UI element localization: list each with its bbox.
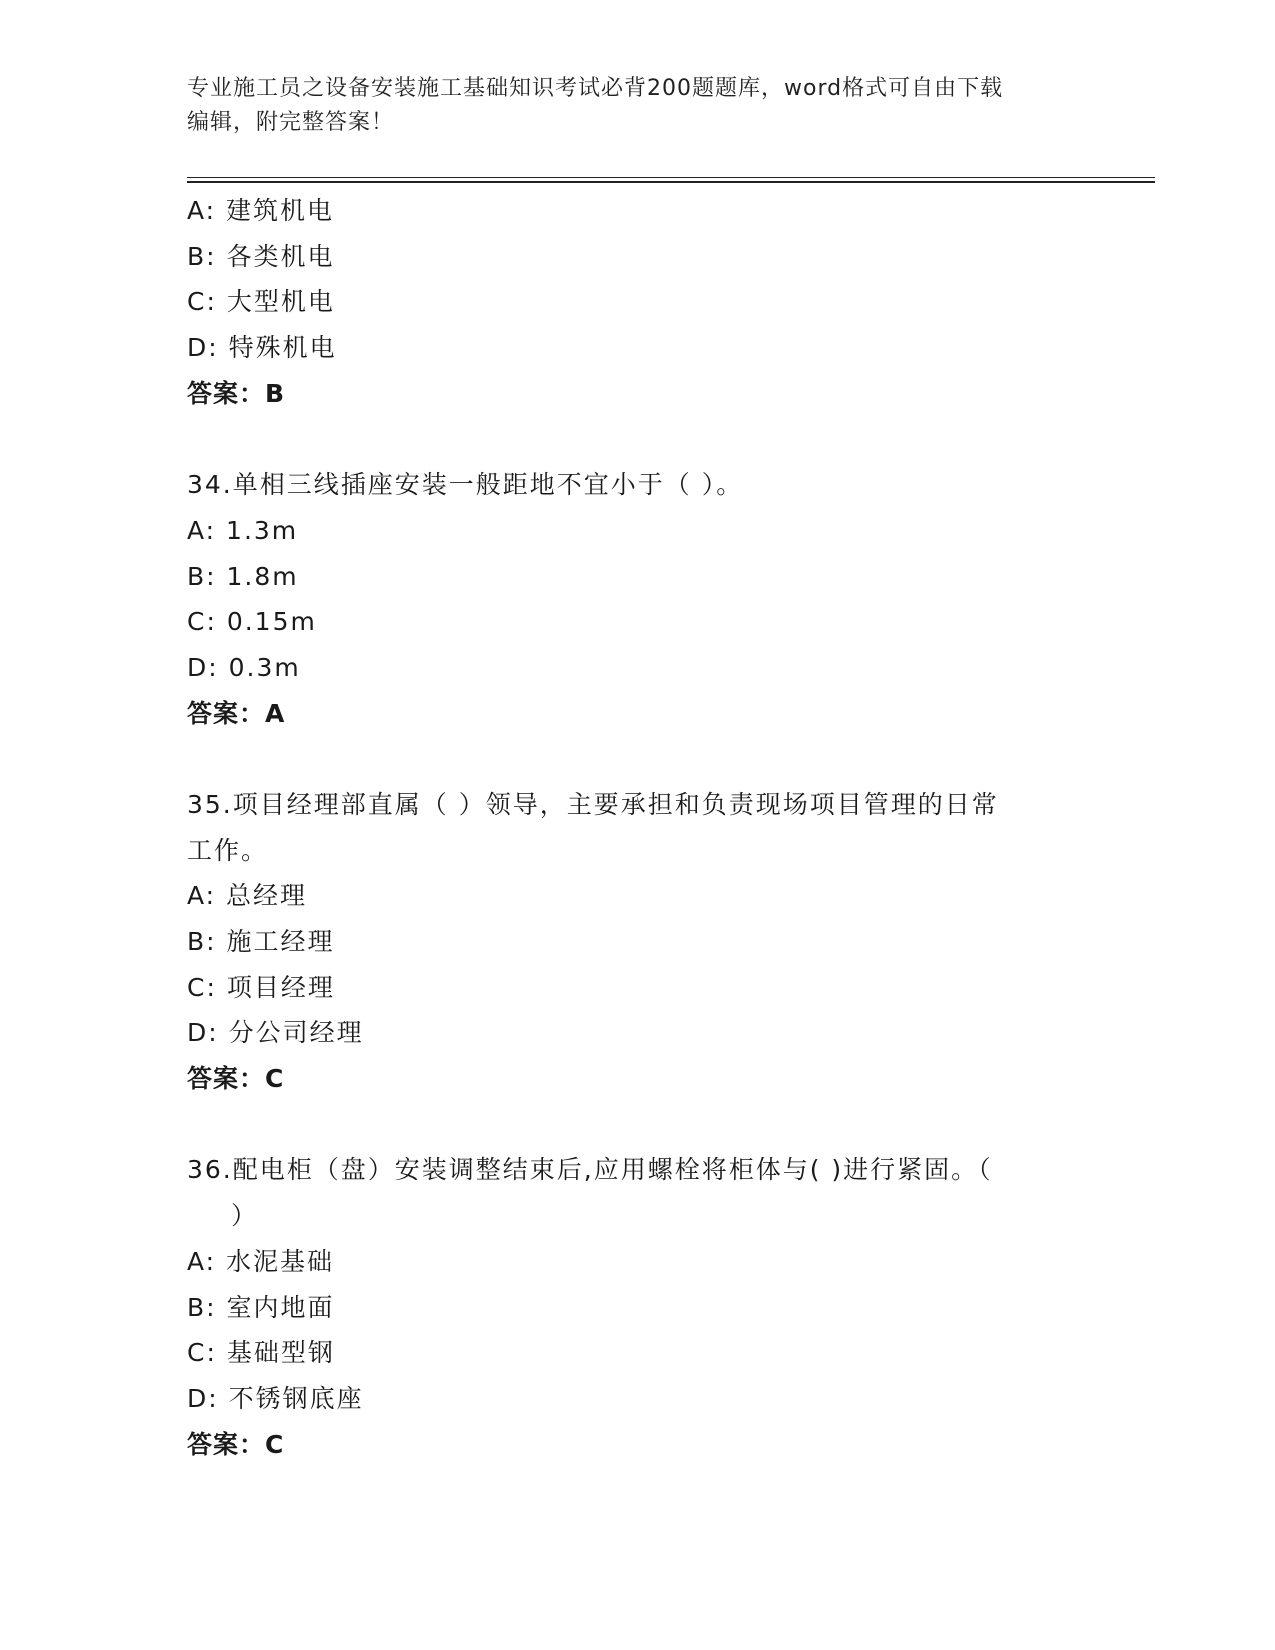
question-text-line-2: ） [231, 1201, 259, 1231]
spacer [187, 416, 1087, 462]
option-a: A: 总经理 [187, 881, 308, 911]
option-c: C: 项目经理 [187, 972, 335, 1002]
question-34 [187, 462, 1087, 736]
option-d: D: 特殊机电 [187, 333, 337, 363]
question-text-line-1: 35.项目经理部直属（ ）领导，主要承担和负责现场项目管理的日常 [187, 789, 999, 819]
option-b: B: 施工经理 [187, 927, 335, 956]
header-rule-thick [187, 181, 1155, 183]
spacer [187, 1102, 1087, 1148]
option-d: D: 不锈钢底座 [187, 1383, 364, 1413]
question-33 [187, 188, 1087, 416]
header-line-2: 编辑，附完整答案！ [187, 110, 395, 135]
option-a: A: 建筑机电 [187, 196, 335, 225]
question-36 [187, 1147, 1087, 1467]
option-a: A: 水泥基础 [187, 1246, 335, 1276]
question-text-line-1: 36.配电柜（盘）安装调整结束后,应用螺栓将柜体与( )进行紧固。（ [187, 1155, 993, 1185]
option-b: B: 室内地面 [187, 1292, 335, 1322]
option-d: D: 0.3m [187, 652, 301, 682]
option-b: B: 1.8m [187, 561, 299, 591]
answer-line: 答案：C [187, 1064, 285, 1094]
option-c: C: 基础型钢 [187, 1338, 335, 1368]
option-c: C: 0.15m [187, 607, 317, 637]
answer-line: 答案：C [187, 1429, 285, 1459]
document-header [187, 72, 1067, 140]
option-c: C: 大型机电 [187, 287, 335, 317]
option-d: D: 分公司经理 [187, 1018, 364, 1048]
header-line-1: 专业施工员之设备安装施工基础知识考试必背200题题库，word格式可自由下载 [187, 76, 1004, 101]
answer-line: 答案：B [187, 378, 286, 408]
option-b: B: 各类机电 [187, 241, 335, 271]
question-list [187, 188, 1087, 1467]
question-text-line-2: 工作。 [187, 835, 269, 865]
spacer [187, 736, 1087, 782]
option-a: A: 1.3m [187, 515, 299, 545]
header-rule-thin [187, 177, 1155, 178]
answer-line: 答案：A [187, 698, 286, 728]
question-35 [187, 782, 1087, 1102]
question-text: 34.单相三线插座安装一般距地不宜小于（ ）。 [187, 470, 744, 500]
